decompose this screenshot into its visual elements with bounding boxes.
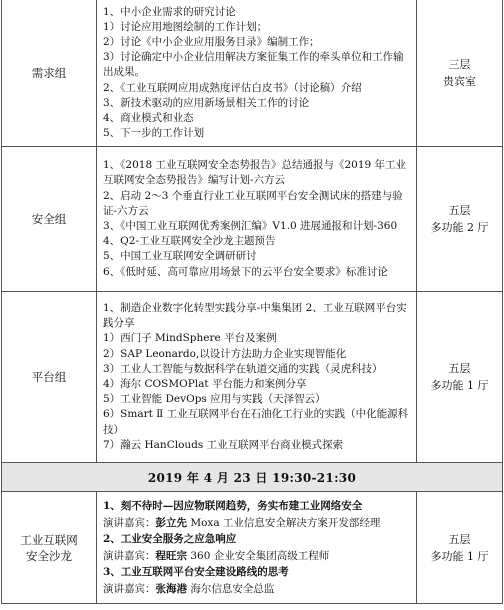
talk-title: 1、刻不待时—因应物联网趋势，务实布建工业网络安全 (103, 500, 363, 512)
speaker-prefix: 演讲嘉宾： (103, 582, 156, 595)
group-name-line: 工业互联网 (20, 532, 78, 547)
room-cell (417, 0, 503, 147)
room-floor: 五层 (448, 532, 471, 546)
topic-line: 3、《中国工业互联网优秀案例汇编》V1.0 进展通报和计划-360 (103, 220, 398, 232)
group-name: 安全组 (2, 147, 97, 292)
topic-list (97, 292, 417, 463)
topic-line: 1）西门子 MindSphere 平台及案例 (103, 332, 277, 345)
speaker-prefix: 演讲嘉宾： (103, 516, 156, 529)
topic-line: 6）Smart Ⅱ 工业互联网平台在石油化工行业的实践（中化能源科技） (103, 408, 409, 436)
topic-line: 2、启动 2～3 个垂直行业工业互联网平台安全测试床的搭建与验证-六方云 (103, 189, 403, 217)
topic-line: 5）工业智能 DevOps 应用与实践（天泽智云） (103, 393, 326, 406)
speaker-affiliation: Moxa 工业信息安全解决方案开发部经理 (187, 516, 381, 529)
speaker-affiliation: 海尔信息安全总监 (187, 582, 275, 595)
speaker-name: 彭立先 (155, 516, 187, 529)
topic-line: 5、下一步的工作计划 (103, 127, 205, 140)
date-header-row (2, 463, 503, 492)
room-cell (417, 147, 503, 292)
group-name: 平台组 (2, 292, 97, 463)
room-name: 多功能 1 厅 (430, 549, 489, 563)
room-floor: 五层 (448, 204, 471, 217)
room-name: 贵宾室 (443, 75, 476, 88)
room-cell (417, 292, 503, 463)
topic-line: 3）讨论确定中小企业信用解决方案征集工作的牵头单位和工作输出成果。 (103, 51, 404, 79)
agenda-row-demand (2, 0, 503, 147)
topic-line: 1、制造企业数字化转型实践分享-中集集团 2、工业互联网平台实践分享 (103, 301, 407, 330)
talk-speaker-line (103, 581, 410, 598)
topic-line: 5、中国工业互联网安全调研研讨 (103, 250, 257, 263)
agenda-row-security (2, 147, 503, 292)
agenda-row-platform (2, 292, 503, 463)
group-name (2, 492, 97, 604)
group-name: 需求组 (2, 0, 97, 147)
topic-line: 1、《2018 工业互联网安全态势报告》总结通报与《2019 年工业互联网安全态势报告》编写计划-六方云 (103, 159, 407, 187)
topic-line: 4、商业模式和业态 (103, 112, 194, 124)
agenda-table (1, 0, 503, 604)
room-floor: 五层 (448, 362, 471, 375)
topic-line: 6、《低时延、高可靠应用场景下的云平台安全要求》标准讨论 (103, 265, 388, 278)
speaker-name: 张海港 (155, 582, 187, 595)
room-name: 多功能 2 厅 (430, 221, 489, 234)
room-name: 多功能 1 厅 (430, 379, 489, 392)
topic-line: 7）瀚云 HanClouds 工业互联网平台商业模式探索 (103, 438, 344, 451)
talk-speaker-line (103, 515, 410, 532)
talk-title: 2、工业安全服务之应急响应 (103, 533, 237, 545)
room-floor: 三层 (448, 58, 471, 71)
talk-title: 3、工业互联网平台安全建设路线的思考 (103, 566, 289, 578)
speaker-affiliation: 360 企业安全集团高级工程师 (187, 549, 330, 562)
topic-line: 4、Q2-工业互联网安全沙龙主题预告 (103, 235, 276, 248)
speaker-name: 程旺宗 (155, 549, 187, 562)
group-name-line: 安全沙龙 (26, 548, 72, 563)
date-header: 2019 年 4 月 23 日 19:30-21:30 (2, 463, 503, 492)
topic-line: 2）SAP Leonardo,以设计方法助力企业实现智能化 (103, 347, 347, 360)
topic-line: 4）海尔 COSMOPlat 平台能力和案例分享 (103, 378, 307, 390)
topic-line: 1）讨论应用地图绘制的工作计划； (103, 20, 268, 33)
topic-line: 3）工业人工智能与数据科学在轨道交通的实践（灵虎科技） (103, 362, 383, 375)
topic-line: 3、新技术驱动的应用新场景相关工作的讨论 (103, 96, 310, 109)
topic-line: 2、《工业互联网应用成熟度评估白皮书》（讨论稿）介绍 (103, 81, 362, 94)
talk-list (97, 492, 417, 604)
room-cell (417, 492, 503, 604)
agenda-row-salon (2, 492, 503, 604)
topic-list (97, 147, 417, 292)
topic-line: 2）讨论《中小企业应用服务目录》编制工作； (103, 35, 320, 48)
topic-line: 1、中小企业需求的研究讨论 (103, 5, 236, 18)
speaker-prefix: 演讲嘉宾： (103, 549, 156, 562)
talk-speaker-line (103, 548, 410, 565)
topic-list (97, 0, 417, 147)
